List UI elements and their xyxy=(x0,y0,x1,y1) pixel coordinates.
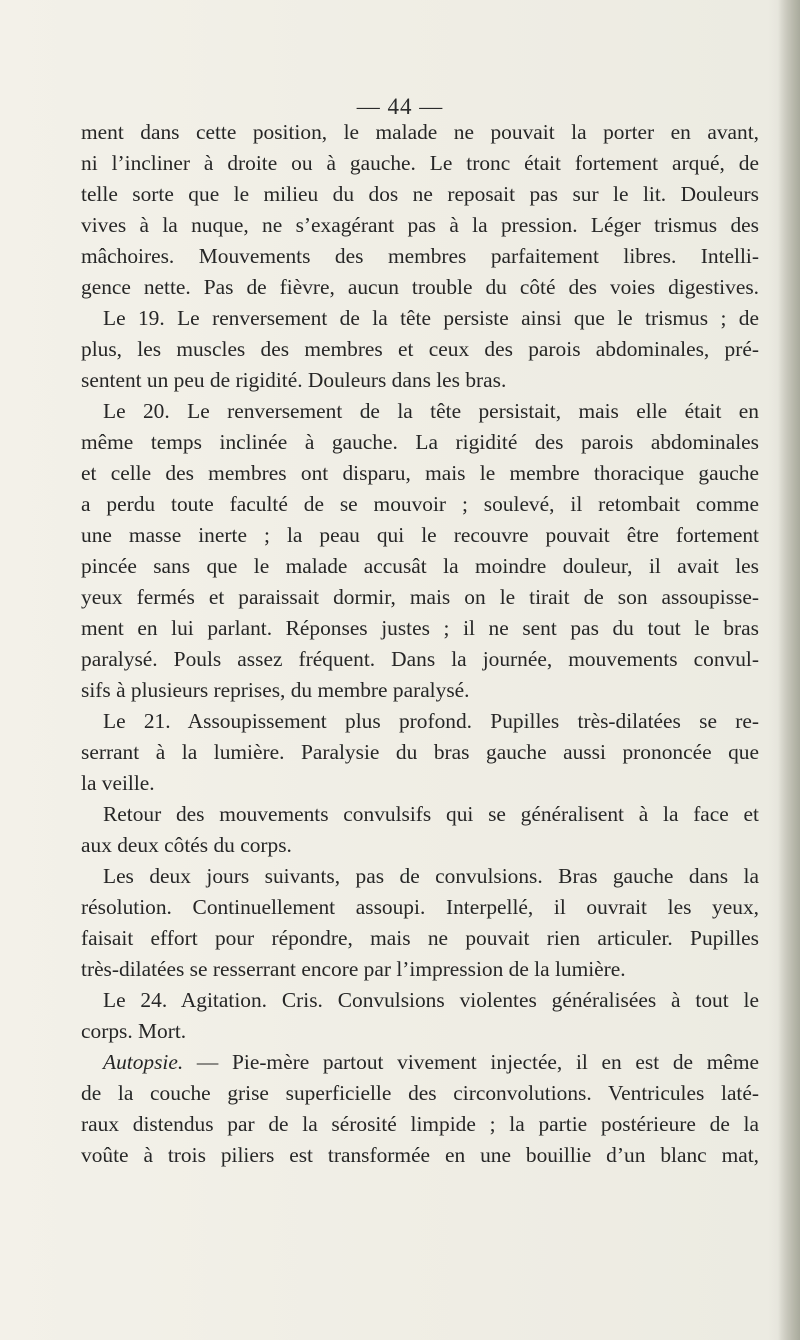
text-line: Autopsie. — Pie-mère partout vivement injectée, il en est de même xyxy=(103,1050,759,1074)
text-line: aux deux côtés du corps. xyxy=(81,833,292,857)
text-line: ment en lui parlant. Réponses justes ; il ne sent pas du tout le bras xyxy=(81,616,759,640)
text-line: paralysé. Pouls assez fréquent. Dans la journée, mouvements convul- xyxy=(81,647,759,671)
text-line: et celle des membres ont disparu, mais le membre thoracique gauche xyxy=(81,461,759,485)
text-line: telle sorte que le milieu du dos ne reposait pas sur le lit. Douleurs xyxy=(81,182,759,206)
text-line: Le 20. Le renversement de la tête persistait, mais elle était en xyxy=(103,399,759,423)
text-line: même temps inclinée à gauche. La rigidité des parois abdominales xyxy=(81,430,759,454)
text-line: mâchoires. Mouvements des membres parfaitement libres. Intelli- xyxy=(81,244,759,268)
text-line: yeux fermés et paraissait dormir, mais on le tirait de son assoupisse- xyxy=(81,585,759,609)
text-line: ni l’incliner à droite ou à gauche. Le tronc était fortement arqué, de xyxy=(81,151,759,175)
italic-heading: Autopsie. xyxy=(103,1050,184,1074)
body-text xyxy=(81,117,759,1171)
text-line: ment dans cette position, le malade ne pouvait la porter en avant, xyxy=(81,120,759,144)
text-line: serrant à la lumière. Paralysie du bras gauche aussi prononcée que xyxy=(81,740,759,764)
text-line: voûte à trois piliers est transformée en une bouillie d’un blanc mat, xyxy=(81,1143,759,1167)
text-line: gence nette. Pas de fièvre, aucun trouble du côté des voies digestives. xyxy=(81,275,759,299)
text-line: vives à la nuque, ne s’exagérant pas à la pression. Léger trismus des xyxy=(81,213,759,237)
text-line: pincée sans que le malade accusât la moindre douleur, il avait les xyxy=(81,554,759,578)
text-line: la veille. xyxy=(81,771,155,795)
text-line: Le 19. Le renversement de la tête persiste ainsi que le trismus ; de xyxy=(103,306,759,330)
page-number: — 44 — xyxy=(356,94,444,119)
text-line: une masse inerte ; la peau qui le recouvre pouvait être fortement xyxy=(81,523,759,547)
text-line: Le 24. Agitation. Cris. Convulsions violentes généralisées à tout le xyxy=(103,988,759,1012)
text-line: raux distendus par de la sérosité limpide ; la partie postérieure de la xyxy=(81,1112,759,1136)
text-line: sentent un peu de rigidité. Douleurs dans les bras. xyxy=(81,368,507,392)
text-line: Retour des mouvements convulsifs qui se généralisent à la face et xyxy=(103,802,759,826)
text-line: faisait effort pour répondre, mais ne pouvait rien articuler. Pupilles xyxy=(81,926,759,950)
text-line: de la couche grise superficielle des circonvolutions. Ventricules laté- xyxy=(81,1081,759,1105)
text-line: a perdu toute faculté de se mouvoir ; soulevé, il retombait comme xyxy=(81,492,759,516)
text-line: résolution. Continuellement assoupi. Interpellé, il ouvrait les yeux, xyxy=(81,895,759,919)
text-line: très-dilatées se resserrant encore par l’impression de la lumière. xyxy=(81,957,626,981)
page-edge-shadow xyxy=(778,0,800,1340)
text-line: Le 21. Assoupissement plus profond. Pupilles très-dilatées se re- xyxy=(103,709,759,733)
text-line: corps. Mort. xyxy=(81,1019,187,1043)
text-line: plus, les muscles des membres et ceux des parois abdominales, pré- xyxy=(81,337,759,361)
text-line: sifs à plusieurs reprises, du membre paralysé. xyxy=(81,678,470,702)
text-line: Les deux jours suivants, pas de convulsions. Bras gauche dans la xyxy=(103,864,759,888)
